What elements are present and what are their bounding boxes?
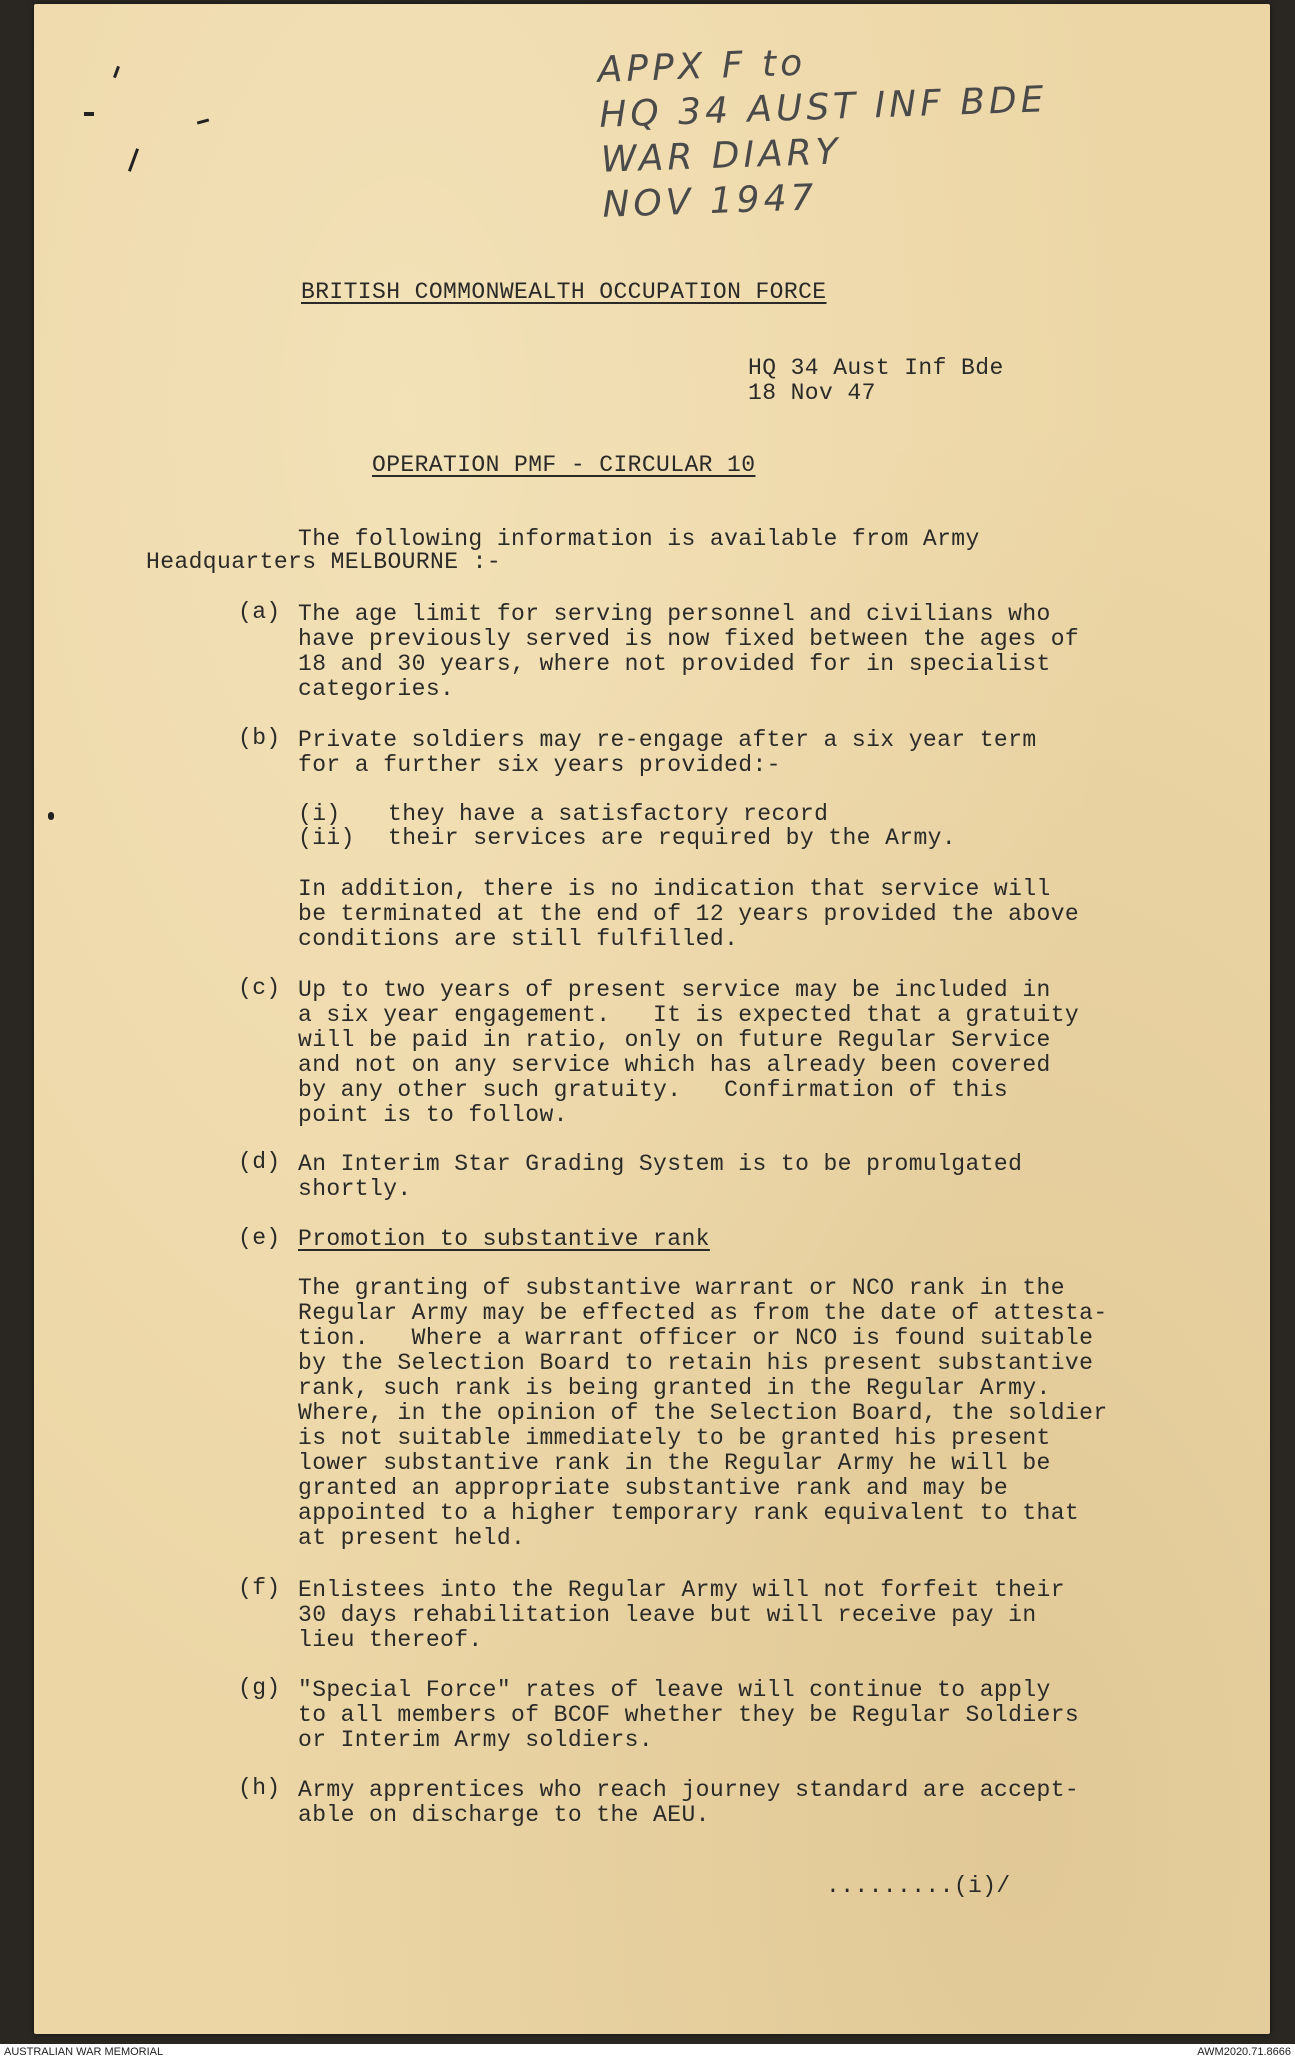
ink-mark [48, 812, 54, 820]
text-line: Where, in the opinion of the Selection Board, the soldier [298, 1400, 1108, 1426]
text-line: Enlistees into the Regular Army will not forfeit their [298, 1577, 1065, 1603]
text-line: shortly. [298, 1176, 412, 1202]
text-line: In addition, there is no indication that service will [298, 876, 1051, 902]
handwritten-line: WAR DIARY [600, 131, 843, 181]
text-line: categories. [298, 676, 455, 702]
text-line: at present held. [298, 1525, 526, 1551]
text-line: to all members of BCOF whether they be Regular Soldiers [298, 1702, 1080, 1728]
document-date: 18 Nov 47 [748, 380, 876, 406]
archive-footer [0, 2044, 1295, 2061]
item-d-text [298, 1152, 1022, 1202]
archive-name: AUSTRALIAN WAR MEMORIAL [4, 2046, 164, 2058]
text-line: granted an appropriate substantive rank and may be [298, 1475, 1009, 1501]
text-line: a six year engagement. It is expected that a gratuity [298, 1002, 1080, 1028]
intro-line: Headquarters MELBOURNE :- [146, 549, 502, 575]
text-line: 30 days rehabilitation leave but will receive pay in [298, 1602, 1037, 1628]
text-line: The age limit for serving personnel and civilians who [298, 601, 1051, 627]
sub-item-text: they have a satisfactory record [388, 801, 829, 827]
text-line: appointed to a higher temporary rank equivalent to that [298, 1500, 1080, 1526]
text-line: 18 and 30 years, where not provided for in specialist [298, 651, 1051, 677]
item-g-text [298, 1678, 1079, 1753]
text-line: Regular Army may be effected as from the date of attesta- [298, 1300, 1108, 1326]
unit-name: HQ 34 Aust Inf Bde [748, 355, 1004, 381]
item-label: (a) [238, 599, 281, 625]
handwritten-annotation [597, 32, 1051, 228]
sub-item-label: (i) [298, 801, 341, 827]
text-line: for a further six years provided:- [298, 752, 781, 778]
text-line: lower substantive rank in the Regular Army he will be [298, 1450, 1051, 1476]
text-line: by any other such gratuity. Confirmation of this [298, 1077, 1009, 1103]
ink-mark [84, 112, 94, 116]
archive-reference: AWM2020.71.8666 [1197, 2046, 1291, 2058]
item-e-text [298, 1276, 1108, 1551]
text-line: be terminated at the end of 12 years provided the above [298, 901, 1080, 927]
text-line: lieu thereof. [298, 1627, 483, 1653]
continuation-marker: .........(i)/ [826, 1873, 1011, 1899]
text-line: The granting of substantive warrant or NCO rank in the [298, 1275, 1065, 1301]
text-line: is not suitable immediately to be granted his present [298, 1425, 1051, 1451]
text-line: will be paid in ratio, only on future Regular Service [298, 1027, 1051, 1053]
text-line: Private soldiers may re-engage after a six year term [298, 727, 1037, 753]
item-f-text [298, 1578, 1065, 1653]
text-line: and not on any service which has already been covered [298, 1052, 1051, 1078]
item-e-heading: Promotion to substantive rank [298, 1226, 710, 1252]
text-line: or Interim Army soldiers. [298, 1727, 654, 1753]
item-label: (b) [238, 725, 281, 751]
text-line: An Interim Star Grading System is to be promulgated [298, 1151, 1023, 1177]
item-a-text [298, 602, 1079, 702]
item-h-text [298, 1778, 1079, 1828]
text-line: Up to two years of present service may be included in [298, 977, 1051, 1003]
handwritten-line: NOV 1947 [601, 177, 819, 226]
item-label: (f) [238, 1575, 281, 1601]
item-b-extra [298, 877, 1079, 952]
text-line: Army apprentices who reach journey standard are accept- [298, 1777, 1080, 1803]
item-b-text [298, 728, 1037, 778]
item-c-text [298, 978, 1079, 1128]
text-line: tion. Where a warrant officer or NCO is found suitable [298, 1325, 1094, 1351]
item-label: (c) [238, 975, 281, 1001]
org-title: BRITISH COMMONWEALTH OCCUPATION FORCE [301, 279, 827, 305]
text-line: "Special Force" rates of leave will continue to apply [298, 1677, 1051, 1703]
text-line: able on discharge to the AEU. [298, 1802, 710, 1828]
item-label: (g) [238, 1675, 281, 1701]
item-label: (h) [238, 1775, 281, 1801]
handwritten-line: HQ 34 AUST INF BDE [598, 79, 1049, 136]
text-line: by the Selection Board to retain his present substantive [298, 1350, 1094, 1376]
text-line: point is to follow. [298, 1102, 568, 1128]
item-label: (e) [238, 1225, 281, 1251]
subject-title: OPERATION PMF - CIRCULAR 10 [372, 452, 756, 478]
sub-item-label: (ii) [298, 825, 355, 851]
sub-item-text: their services are required by the Army. [388, 825, 957, 851]
handwritten-line: APPX F to [597, 42, 807, 91]
text-line: conditions are still fulfilled. [298, 926, 739, 952]
item-label: (d) [238, 1149, 281, 1175]
text-line: have previously served is now fixed between the ages of [298, 626, 1080, 652]
text-line: rank, such rank is being granted in the Regular Army. [298, 1375, 1051, 1401]
intro-line: The following information is available from Army [298, 526, 980, 552]
